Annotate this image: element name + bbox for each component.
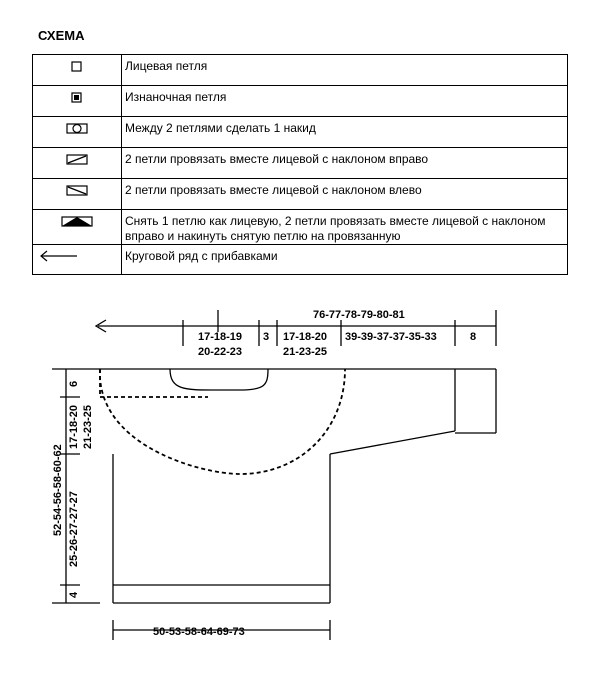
rib-label: 4 [68, 591, 80, 598]
neck-half-label: 20-22-23 [198, 346, 243, 358]
yoke-label: 21-23-25 [82, 404, 94, 449]
left-total-label: 52-54-56-58-60-62 [52, 444, 64, 536]
neck-depth-label: 6 [68, 380, 80, 387]
gap-label: 3 [263, 331, 270, 343]
legend-text: 2 петли провязать вместе лицевой с наклоном влево [122, 179, 568, 210]
yoke-label: 17-18-20 [68, 404, 80, 449]
legend-text: 2 петли провязать вместе лицевой с наклоном вправо [122, 148, 568, 179]
body-length-label: 25-26-27-27-27 [68, 491, 80, 567]
sleeve-label: 39-39-37-37-35-33 [345, 331, 437, 343]
cuff-label: 8 [470, 331, 477, 343]
shoulder-label: 21-23-25 [283, 346, 328, 358]
legend-text: Круговой ряд с прибавками [122, 245, 568, 275]
yoke-round-line [100, 369, 345, 474]
bottom-width-label: 50-53-58-64-69-73 [153, 626, 245, 638]
legend-text: Снять 1 петлю как лицевую, 2 петли провязать вместе лицевой с наклоном вправо и накинуть снятую петлю на провязанную [122, 210, 568, 245]
top-total-label: 76-77-78-79-80-81 [313, 309, 405, 321]
legend-text: Изнаночная петля [122, 86, 568, 117]
sleeve-underarm [330, 431, 455, 454]
neck-opening [170, 369, 268, 390]
legend-text: Лицевая петля [122, 55, 568, 86]
shoulder-label: 17-18-20 [283, 331, 328, 343]
neck-half-label: 17-18-19 [198, 331, 243, 343]
page-title: СХЕМА [38, 28, 85, 43]
legend-text: Между 2 петлями сделать 1 накид [122, 117, 568, 148]
